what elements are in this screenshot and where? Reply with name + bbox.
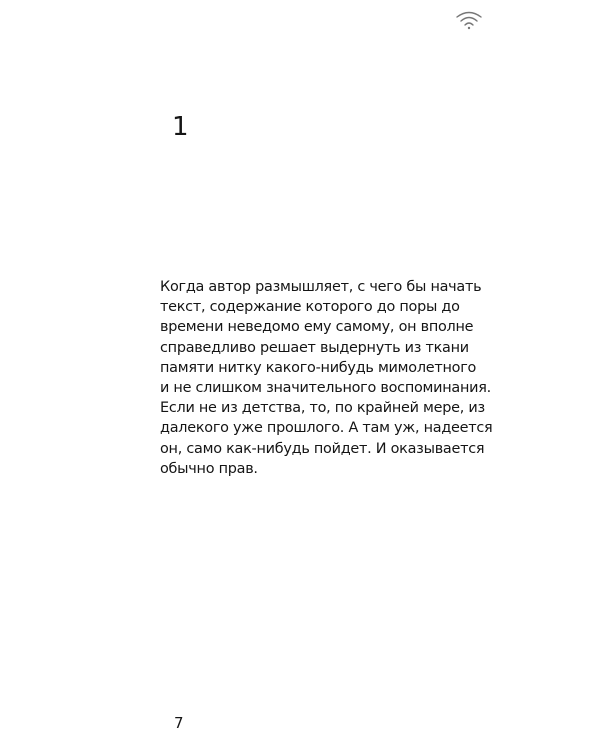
paragraph-line: далекого уже прошлого. А там уж, надеется bbox=[160, 420, 493, 437]
paragraph-line: он, само как-нибудь пойдет. И оказывается bbox=[160, 440, 485, 457]
paragraph-line: текст, содержание которого до поры до bbox=[160, 299, 460, 316]
body-paragraph bbox=[160, 277, 520, 479]
paragraph-line: памяти нитку какого-нибудь мимолетного bbox=[160, 359, 477, 376]
paragraph-line: времени неведомо ему самому, он вполне bbox=[160, 319, 474, 336]
paragraph-line: Когда автор размышляет, с чего бы начать bbox=[160, 279, 482, 295]
page-number: 7 bbox=[174, 714, 184, 732]
paragraph-line: справедливо решает выдернуть из ткани bbox=[160, 339, 469, 356]
chapter-number: 1 bbox=[172, 112, 189, 142]
paragraph-line: обычно прав. bbox=[160, 460, 258, 477]
paragraph-line: и не слишком значительного воспоминания. bbox=[160, 380, 491, 397]
wifi-signal-icon bbox=[455, 8, 483, 30]
paragraph-line: Если не из детства, то, по крайней мере, из bbox=[160, 400, 485, 417]
